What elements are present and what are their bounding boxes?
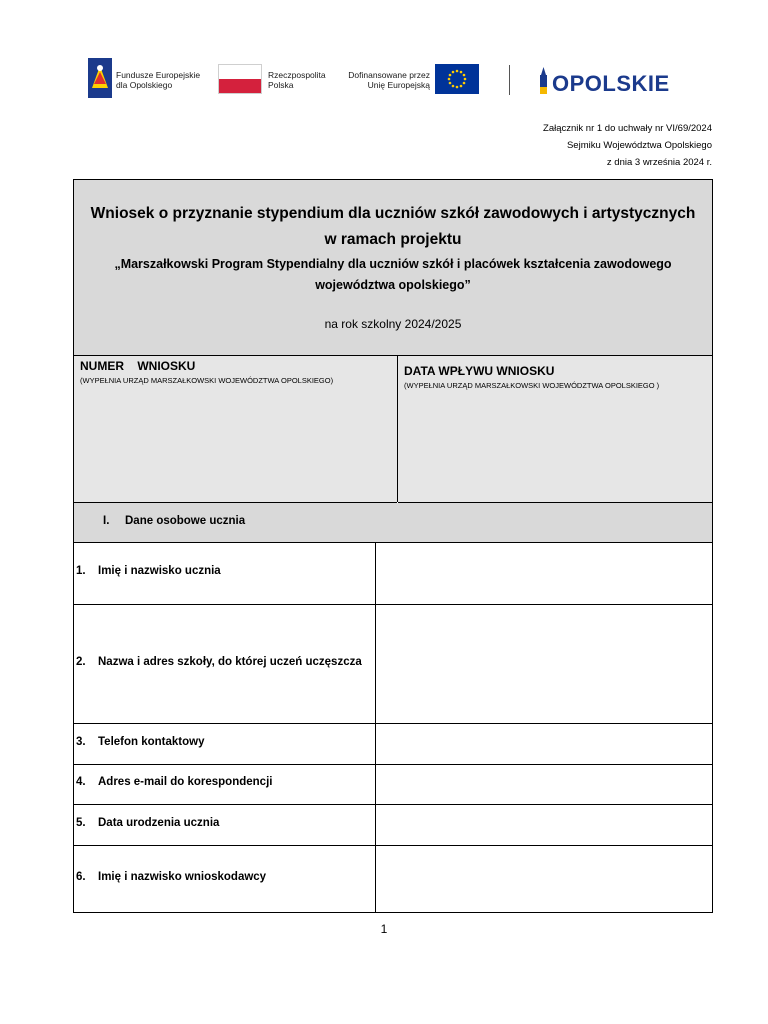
resolution-line-3: z dnia 3 września 2024 r. — [606, 157, 712, 168]
row-label: Telefon kontaktowy — [98, 736, 205, 748]
resolution-line-1: Załącznik nr 1 do uchwały nr VI/69/2024 — [543, 123, 712, 134]
birth-date-field[interactable] — [375, 805, 712, 845]
section-header — [74, 503, 712, 543]
table-row — [74, 724, 712, 765]
row-number: 5. — [76, 817, 86, 829]
eu-flag-icon — [435, 64, 479, 94]
table-row — [74, 605, 712, 724]
application-number-note: (WYPEŁNIA URZĄD MARSZAŁKOWSKI WOJEWÓDZTWA OPOLSKIEGO) — [80, 376, 334, 385]
fe-logo — [88, 58, 112, 98]
table-row — [74, 543, 712, 605]
application-number-box[interactable] — [74, 356, 397, 503]
phone-field[interactable] — [375, 724, 712, 764]
row-label: Data urodzenia ucznia — [98, 817, 220, 829]
fe-logo-text: Fundusze Europejskie dla Opolskiego — [116, 70, 201, 90]
row-label: Imię i nazwisko wnioskodawcy — [98, 871, 267, 883]
section-title: Dane osobowe ucznia — [125, 515, 246, 527]
polish-flag-icon — [218, 64, 262, 94]
table-row — [74, 846, 712, 912]
page-number: 1 — [380, 922, 388, 936]
logo-divider — [509, 65, 510, 95]
email-field[interactable] — [375, 765, 712, 804]
row-number: 2. — [76, 656, 86, 668]
application-number-label: NUMER WNIOSKU — [80, 359, 196, 373]
row-label: Nazwa i adres szkoły, do której uczeń uczęszcza — [98, 656, 362, 668]
row-label: Adres e-mail do korespondencji — [98, 776, 273, 788]
resolution-note — [543, 120, 712, 171]
row-number: 1. — [76, 565, 86, 577]
project-name-line-2: województwa opolskiego” — [315, 278, 471, 292]
form-title-line-2: w ramach projektu — [324, 231, 462, 248]
receipt-date-box[interactable] — [398, 356, 712, 503]
row-number: 4. — [76, 776, 86, 788]
row-label: Imię i nazwisko ucznia — [98, 565, 221, 577]
table-row — [74, 805, 712, 846]
section-number: I. — [103, 515, 110, 527]
form-title-box — [74, 180, 712, 356]
opolskie-logo-text: OPOLSKIE — [552, 71, 670, 96]
resolution-line-2: Sejmiku Województwa Opolskiego — [566, 140, 712, 151]
row-number: 6. — [76, 871, 86, 883]
student-name-field[interactable] — [375, 543, 712, 604]
applicant-name-field[interactable] — [375, 846, 712, 912]
project-name-line-1: „Marszałkowski Program Stypendialny dla uczniów szkół i placówek kształcenia zawodowego — [114, 257, 672, 271]
school-name-address-field[interactable] — [375, 605, 712, 723]
school-year: na rok szkolny 2024/2025 — [324, 317, 462, 331]
eu-stars-icon — [435, 64, 479, 94]
table-row — [74, 765, 712, 805]
rp-logo-text: Rzeczpospolita Polska — [268, 70, 326, 90]
receipt-date-label: DATA WPŁYWU WNIOSKU — [404, 364, 555, 378]
opolskie-tower-icon — [538, 67, 549, 94]
receipt-date-note: (WYPEŁNIA URZĄD MARSZAŁKOWSKI WOJEWÓDZTWA OPOLSKIEGO ) — [404, 381, 660, 390]
fe-logo-icon — [88, 58, 112, 98]
eu-logo-text: Dofinansowane przez Unię Europejską — [348, 70, 430, 90]
row-number: 3. — [76, 736, 86, 748]
form-title-line-1: Wniosek o przyznanie stypendium dla uczniów szkół zawodowych i artystycznych — [90, 205, 696, 222]
